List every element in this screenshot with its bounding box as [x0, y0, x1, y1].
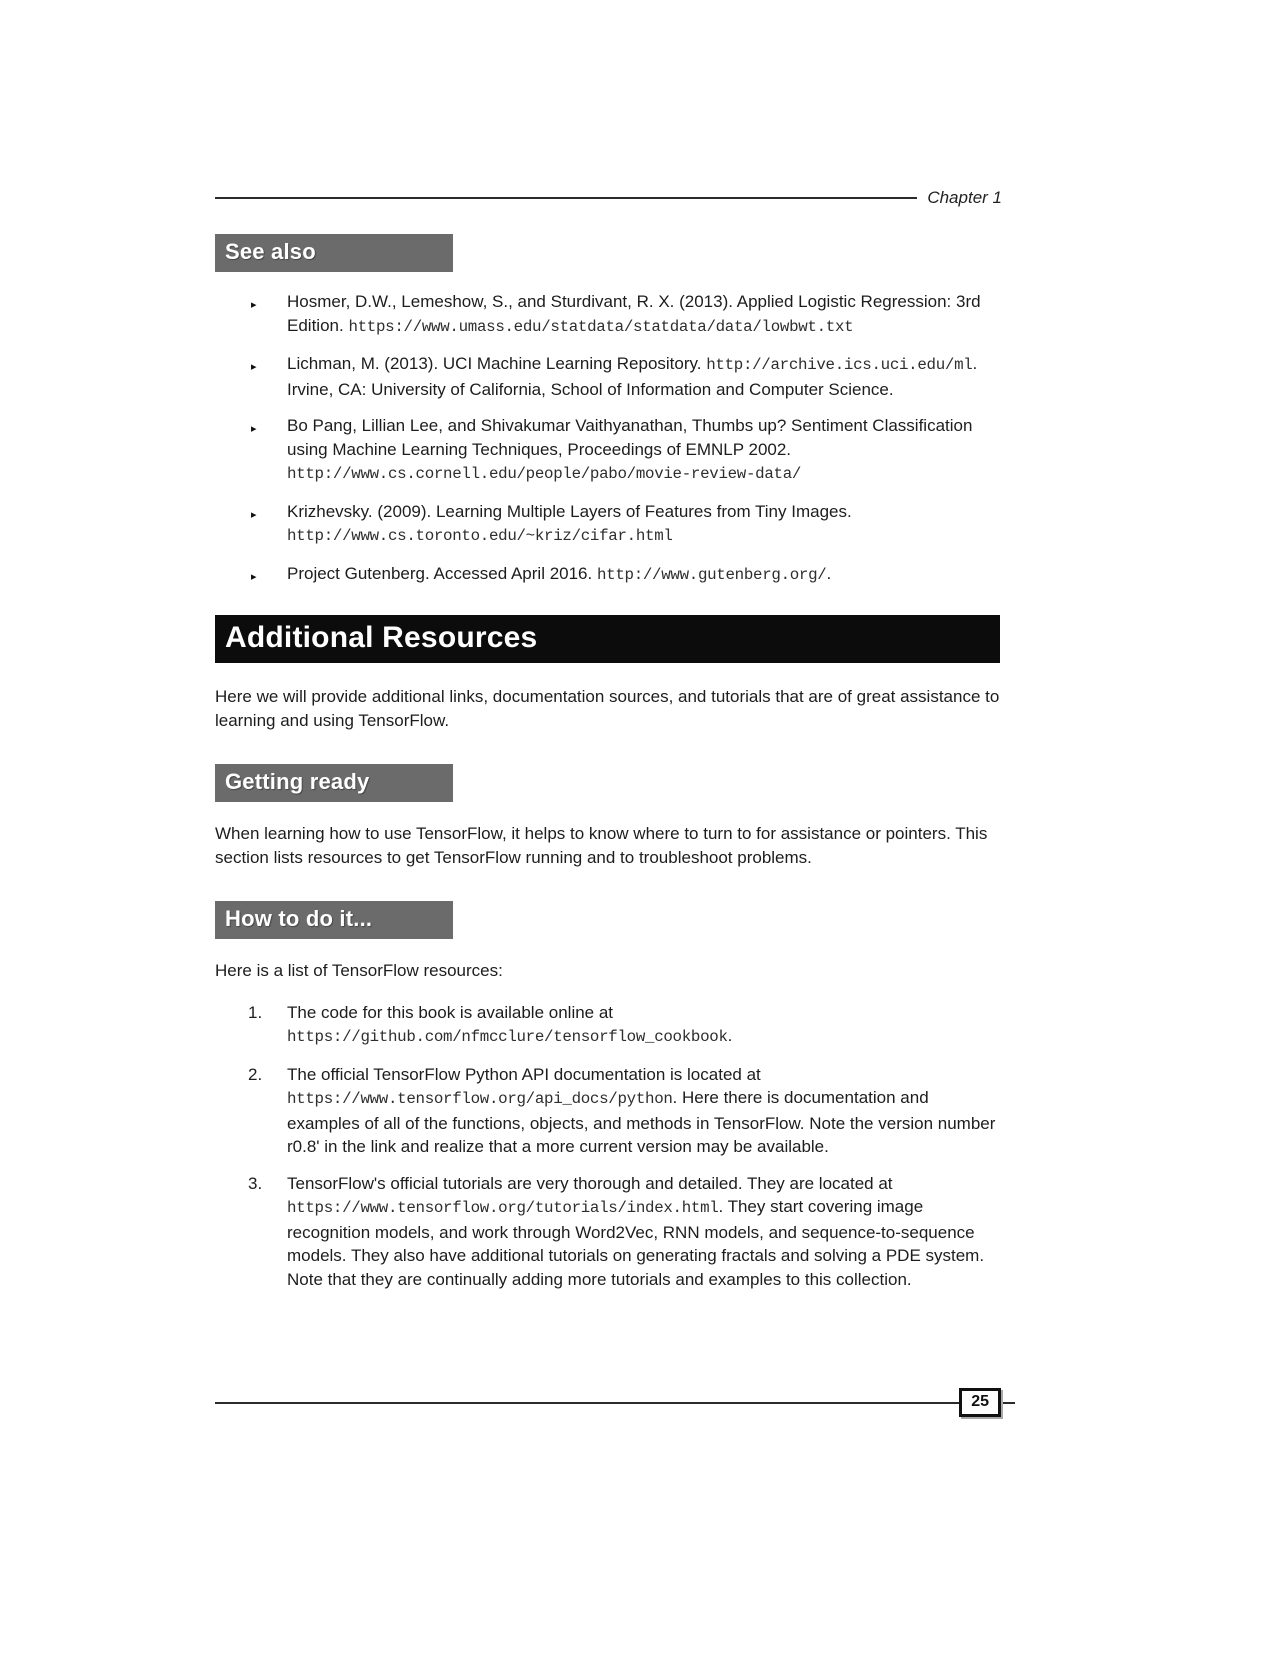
url-text: https://www.umass.edu/statdata/statdata/data/lowbwt.txt: [348, 317, 854, 336]
bullet-icon: ▸: [251, 423, 257, 435]
item-text: Bo Pang, Lillian Lee, and Shivakumar Vaithyanathan, Thumbs up? Sentiment Classification using Machine Learning Techniques, Proceedings of EMNLP 2002.: [287, 416, 973, 459]
item-text: Lichman, M. (2013). UCI Machine Learning Repository.: [287, 354, 707, 373]
item-text: .: [826, 563, 832, 583]
chapter-label: Chapter 1: [927, 188, 1002, 207]
section-heading-label: Getting ready: [225, 769, 370, 794]
url-text: http://archive.ics.uci.edu/ml: [706, 356, 973, 374]
item-text: The official TensorFlow Python API documentation is located at: [287, 1064, 761, 1084]
url-text: http://www.cs.toronto.edu/~kriz/cifar.html: [287, 527, 673, 545]
getting-ready-body: When learning how to use TensorFlow, it helps to know where to turn to for assistance or pointers. This section lists resources to get TensorFlow running and to troubleshoot problems.: [215, 824, 988, 867]
tensorflow-resources-list: [215, 1001, 1002, 1292]
item-text: . Here there is documentation and examples of all of the functions, objects, and methods in TensorFlow. Note the version number r0.8' in the link and realize that a more current version may be available.: [287, 1088, 996, 1156]
item-text: TensorFlow's official tutorials are very thorough and detailed. They are located at: [287, 1173, 893, 1193]
page-header: [215, 188, 1002, 208]
list-item: [215, 1063, 1002, 1159]
header-rule: [215, 197, 917, 199]
page-footer: [215, 1393, 1015, 1410]
item-text: . Irvine, CA: University of California, School of Information and Computer Science.: [287, 354, 978, 399]
bullet-icon: ▸: [251, 361, 257, 373]
bullet-icon: ▸: [251, 299, 257, 311]
item-text: Krizhevsky. (2009). Learning Multiple Layers of Features from Tiny Images.: [287, 501, 852, 521]
list-item: [215, 290, 1002, 339]
section-heading-getting-ready: [215, 764, 453, 802]
list-item: [215, 352, 1002, 401]
section-heading-additional-resources: [215, 615, 1000, 663]
url-text: https://github.com/nfmcclure/tensorflow_cookbook: [287, 1028, 728, 1046]
item-text: Hosmer, D.W., Lemeshow, S., and Sturdivant, R. X. (2013). Applied Logistic Regression: 3rd Edition.: [287, 292, 981, 335]
section-heading-label: How to do it...: [225, 906, 373, 931]
list-item: [215, 1172, 1002, 1292]
item-text: The code for this book is available online at: [287, 1002, 614, 1022]
additional-resources-intro: Here we will provide additional links, documentation sources, and tutorials that are of great assistance to learning and using TensorFlow.: [215, 687, 1000, 730]
item-number: 3.: [248, 1173, 263, 1193]
section-heading-how-to-do-it: [215, 901, 453, 939]
url-text: https://www.tensorflow.org/tutorials/index.html: [287, 1199, 719, 1217]
item-number: 2.: [248, 1064, 263, 1084]
item-text: .: [727, 1026, 733, 1045]
list-item: [215, 562, 1002, 588]
list-item: [215, 1001, 1002, 1050]
url-text: http://www.gutenberg.org/: [596, 565, 827, 584]
list-item: [215, 414, 1002, 487]
item-number: 1.: [248, 1002, 263, 1022]
page-content: [215, 234, 1002, 1304]
section-heading-label: Additional Resources: [225, 621, 538, 654]
item-text: . They start covering image recognition models, and work through Word2Vec, RNN models, and sequence-to-sequence models. They also have additional tutorials on generating fractals and solving a PDE system. Note that they are continually adding more tutorials and examples to this collection.: [287, 1197, 985, 1289]
url-text: http://www.cs.cornell.edu/people/pabo/movie-review-data/: [287, 465, 802, 483]
bullet-icon: ▸: [251, 508, 257, 521]
section-heading-see-also: [215, 234, 453, 272]
section-heading-label: See also: [225, 239, 316, 264]
page-number: 25: [959, 1388, 1001, 1417]
how-to-do-it-intro: Here is a list of TensorFlow resources:: [215, 961, 503, 980]
item-text: Project Gutenberg. Accessed April 2016.: [287, 563, 597, 583]
bullet-icon: ▸: [251, 570, 257, 583]
url-text: https://www.tensorflow.org/api_docs/python: [287, 1090, 673, 1108]
list-item: [215, 500, 1002, 549]
see-also-list: [215, 290, 1002, 587]
